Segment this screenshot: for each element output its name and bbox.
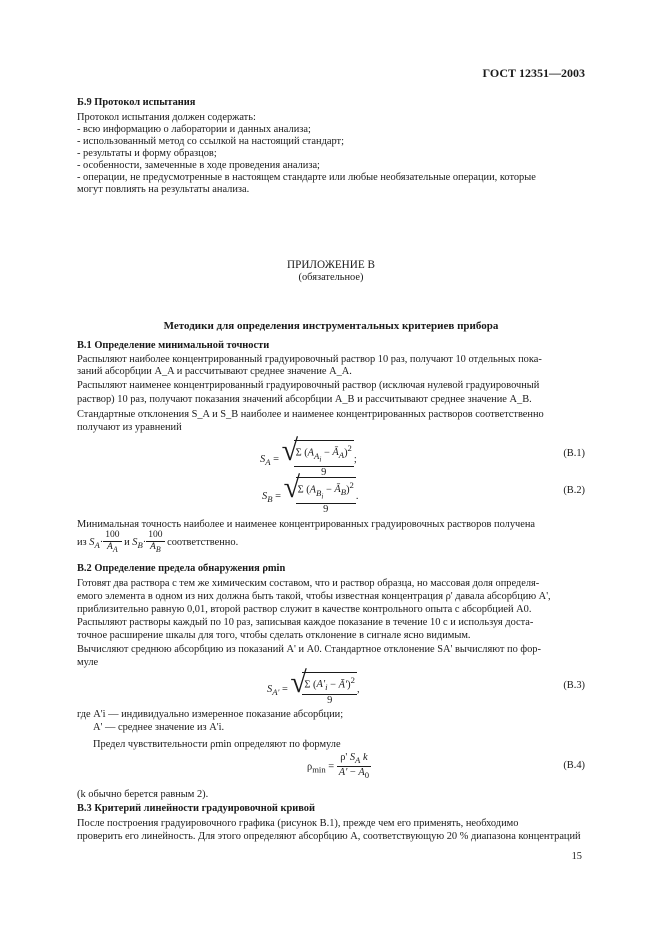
section-b2-title: В.2 Определение предела обнаружения ρmin [77,563,286,574]
b9-intro: Протокол испытания должен содержать: [77,112,256,123]
b9-item: - использованный метод со ссылкой на настоящий стандарт; [77,136,344,147]
b2-paragraph-cont: точное расширение шкалы для того, чтобы сделать отклонение в сигнале ясно видимым. [77,630,471,641]
section-b3-title: В.3 Критерий линейности градуировочной кривой [77,803,315,814]
equation-b4 [77,752,585,782]
equation-b1 [77,434,585,478]
equation-b1-body: $S_A$ = √ $\frac{\Sigma (A_{A_i} - Ā_A)^2}{9}$ ; [260,434,357,478]
b1-paragraph: Распыляют наименее концентрированный градуировочный раствор (исключая нулевой градуировочный [77,380,540,391]
b1-paragraph-cont: заний абсорбции A_A и рассчитывают среднее значение A_A. [77,366,352,377]
equation-number: (В.1) [563,448,585,459]
b1-paragraph: Стандартные отклонения S_A и S_B наиболее и наименее концентрированных растворов соответственно [77,409,544,420]
appendix-status: (обязательное) [298,272,364,283]
b2-paragraph: Готовят два раствора с тем же химическим составом, что и раствор образца, но массовая доля определя- [77,578,540,589]
b9-item: - результаты и форму образцов; [77,148,217,159]
where-line-1: где A'i — индивидуально измеренное показание абсорбции; [77,709,344,720]
equation-number: (В.4) [563,760,585,771]
equation-number: (В.3) [563,680,585,691]
b9-item: - особенности, замеченные в ходе проведения анализа; [77,160,320,171]
document-header: ГОСТ 12351—2003 [482,66,585,80]
appendix-title: Методики для определения инструментальных критериев прибора [163,320,499,332]
b2-note: (k обычно берется равным 2). [77,789,209,800]
b2-paragraph-cont: приблизительно равную 0,01, второй раствор служит в качестве контрольного опыта с абсорбцией A0. [77,604,532,615]
b2-paragraph: Предел чувствительности ρmin определяют по формуле [93,739,341,750]
b2-paragraph: Распыляют растворы каждый по 10 раз, записывая каждое показание в течение 10 с и используя доста- [77,617,534,628]
section-b1-title: В.1 Определение минимальной точности [77,340,270,351]
b1-paragraph-cont: раствор) 10 раз, получают показания значений абсорбции A_B и рассчитывают среднее значение A_B. [77,394,532,405]
appendix-name: ПРИЛОЖЕНИЕ В [287,259,375,271]
b1-paragraph: Минимальная точность наиболее и наименее концентрированных градуировочных растворов получена [77,519,536,530]
b1-paragraph-cont: получают из уравнений [77,422,182,433]
equation-b2 [77,471,585,515]
b1-paragraph-formula: из $S_A\cdot$ $\frac{100}{A_A}$ и $S_B\cdot$ $\frac{100}{A_B}$ соответственно. [77,530,239,554]
b2-paragraph-cont: муле [77,657,99,668]
b3-paragraph-cont: проверить его линейность. Для этого определяют абсорбцию A, соответствующую 20 % диапазона концентраций [77,831,581,842]
equation-b3-body: $S_{A'}$ = √ $\frac{\Sigma (A'_i - Ā')^2}{9}$ , [267,666,360,706]
b2-paragraph-cont: емого элемента в одном из них должна быть такой, чтобы известная концентрация ρ' давала абсорбцию A', [77,591,551,602]
equation-number: (В.2) [563,485,585,496]
b9-item: могут повлиять на результаты анализа. [77,184,250,195]
b2-paragraph: Вычисляют среднюю абсорбцию из показаний A' и A0. Стандартное отклонение SA' вычисляют по фор- [77,644,541,655]
equation-b4-body: $\rho_{min}$ = $\frac{\rho' S_A k}{A' - A_0}$ [307,752,370,781]
b3-paragraph: После построения градуировочного графика (рисунок В.1), прежде чем его применять, необходимо [77,818,519,829]
section-b9-title: Б.9 Протокол испытания [77,97,196,108]
equation-b2-body: $S_B$ = √ $\frac{\Sigma (A_{B_i} - Ā_B)^2}{9}$ . [262,471,359,515]
page-number: 15 [571,851,582,862]
where-line-2: A' — среднее значение из A'i. [93,722,225,733]
b9-item: - операции, не предусмотренные в настоящем стандарте или любые необязательные операции, которые [77,172,536,183]
equation-b3 [77,666,585,706]
b9-item: - всю информацию о лаборатории и данных анализа; [77,124,311,135]
b1-paragraph: Распыляют наиболее концентрированный градуировочный раствор 10 раз, получают 10 отдельных пока- [77,354,542,365]
